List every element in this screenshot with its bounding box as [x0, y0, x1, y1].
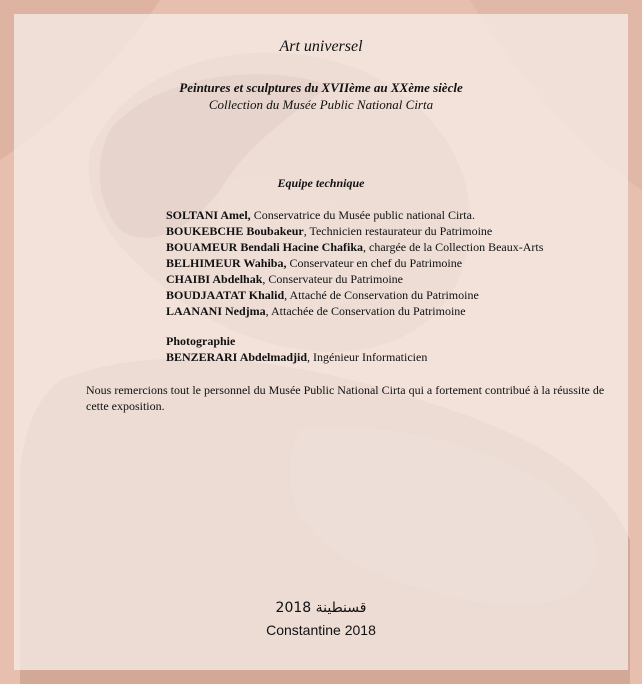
acknowledgement-text: Nous remercions tout le personnel du Musée Public National Cirta qui a fortement contribué à la réussite de cette exposition.	[86, 383, 605, 413]
member-name: BOUKEBCHE Boubakeur	[166, 224, 304, 238]
member-name: BELHIMEUR Wahiba,	[166, 256, 287, 270]
footer-city: Constantine 2018	[266, 622, 376, 638]
member-role: Conservateur en chef du Patrimoine	[286, 256, 463, 270]
team-member	[166, 207, 626, 223]
photography-heading: Photographie	[166, 334, 236, 348]
member-role: , Attachée de Conservation du Patrimoine	[265, 304, 466, 318]
member-role: Conservatrice du Musée public national Cirta.	[250, 208, 475, 222]
member-role: , Technicien restaurateur du Patrimoine	[303, 224, 493, 238]
photographer-name: BENZERARI Abdelmadjid	[166, 350, 308, 364]
footer-arabic: قسنطينة 2018	[275, 600, 367, 616]
member-name: BOUAMEUR Bendali Hacine Chafika	[166, 240, 364, 254]
member-name: BOUDJAATAT Khalid	[166, 288, 285, 302]
team-heading: Equipe technique	[277, 176, 365, 190]
document-subtitle: Peintures et sculptures du XVIIème au XXème siècle	[179, 80, 463, 95]
photographer-line	[166, 350, 427, 365]
document-title: Art universel	[279, 38, 363, 55]
team-list	[166, 207, 626, 319]
team-member	[166, 303, 626, 319]
team-member	[166, 287, 626, 303]
member-role: , chargée de la Collection Beaux-Arts	[363, 240, 544, 254]
member-role: , Conservateur du Patrimoine	[262, 272, 404, 286]
team-member	[166, 271, 626, 287]
member-role: , Attaché de Conservation du Patrimoine	[284, 288, 479, 302]
collection-line: Collection du Musée Public National Cirta	[208, 97, 434, 112]
team-member	[166, 255, 626, 271]
member-name: SOLTANI Amel,	[166, 208, 251, 222]
photographer-role: , Ingénieur Informaticien	[307, 350, 428, 364]
team-member	[166, 239, 626, 255]
team-member	[166, 223, 626, 239]
member-name: LAANANI Nedjma	[166, 304, 266, 318]
member-name: CHAIBI Abdelhak	[166, 272, 263, 286]
